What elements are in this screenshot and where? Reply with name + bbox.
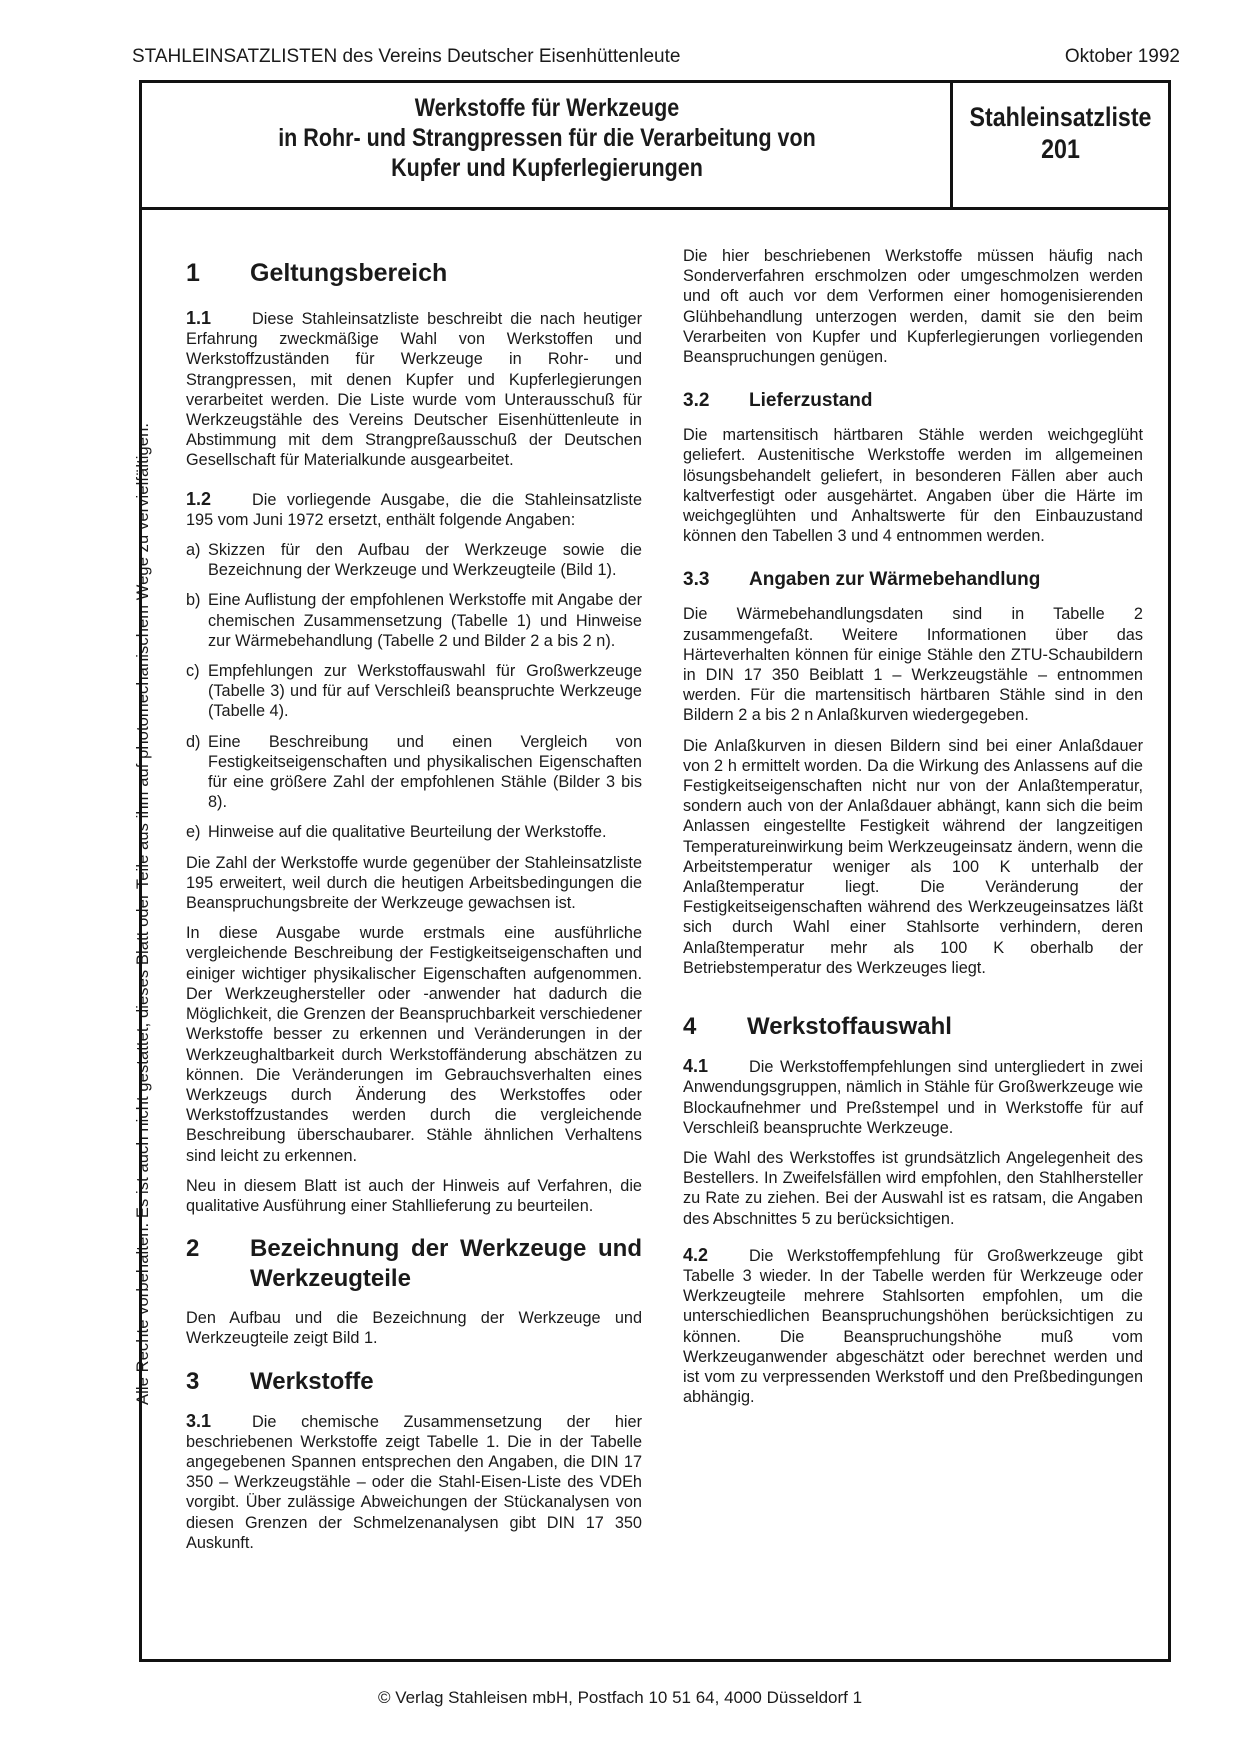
- list-item: [186, 540, 642, 580]
- paragraph-number: 4.2: [683, 1244, 709, 1265]
- section-number: 1: [186, 259, 200, 287]
- paragraph: Die Zahl der Werkstoffe wurde gegenüber der Stahleinsatzliste 195 erweitert, weil durch die heutigen Arbeitsbedingungen die Beanspruchungsbreite der Werkzeuge gewachsen ist.: [186, 853, 642, 913]
- subsection-number: 3.2: [683, 390, 710, 412]
- paragraph: Die hier beschriebenen Werkstoffe müssen häufig nach Sonderverfahren erschmolzen oder umgeschmolzen werden und oft auch vor dem Verformen einer homogenisierenden Glühbehandlung unterzogen werden, damit sie den beim Verarbeiten von Kupfer und Kupferlegierungen vorliegenden Beanspruchungen genügen.: [683, 247, 1143, 367]
- section-title: Werkstoffauswahl: [747, 1013, 952, 1041]
- paragraph-text: Diese Stahleinsatzliste beschreibt die nach heutiger Erfahrung zweckmäßige Wahl von Werkstoffen und Werkstoffzuständen für Werkzeuge in Rohr- und Strangpressen, mit denen Kupfer und Kupferlegierungen verarbeitet werden. Die Liste wurde vom Unterausschuß für Werkzeugstähle des Vereins Deutscher Eisenhüttenleute in Abstimmung mit dem Strangpreßausschuß der Deutschen Gesellschaft für Materialkunde ausgearbeitet.: [186, 310, 642, 470]
- paragraph-number: 4.1: [683, 1056, 709, 1077]
- subsection-3-2-heading: [683, 389, 1143, 413]
- paragraph-text: Die Werkstoffempfehlung für Großwerkzeuge gibt Tabelle 3 wieder. In der Tabelle werden für Werkzeuge oder Werkzeugteile mehrere Stahlsorten empfohlen, um die unterschiedlichen Beanspruchungshöhen berücksichtigen zu können. Die Beanspruchungshöhe muß vom Werkzeuganwender abgeschätzt oder berechnet werden und ist vom zu verpressenden Werkstoff und den Preßbedingungen abhängig.: [683, 1246, 1143, 1407]
- list-label: d): [186, 732, 201, 751]
- paragraph-4-2: [683, 1245, 1143, 1408]
- list-number: 201: [1041, 134, 1080, 164]
- series-title: STAHLEINSATZLISTEN des Vereins Deutscher Eisenhüttenleute: [132, 46, 681, 67]
- paragraph-3-1: [186, 1411, 642, 1553]
- section-3-heading: [186, 1367, 642, 1397]
- page-header: [132, 45, 1180, 69]
- paragraph-1-1: [186, 308, 642, 471]
- right-column: [683, 246, 1143, 1417]
- paragraph: Die Wahl des Werkstoffes ist grundsätzlich Angelegenheit des Bestellers. In Zweifelsfällen wird empfohlen, den Stahlhersteller zu Rate zu ziehen. Bei der Auswahl ist es ratsam, die Angaben des Abschnittes 5 zu berücksichtigen.: [683, 1148, 1143, 1228]
- paragraph: Die martensitisch härtbaren Stähle werden weichgeglüht geliefert. Austenitische Werkstoffe werden im allgemeinen lösungsbehandelt geliefert, in besonderen Fällen aber auch kaltverfestigt oder ausgehärtet. Angaben über die Härte im weichgeglühten und Anhaltswerte für den Einbauzustand können den Tabellen 3 und 4 entnommen werden.: [683, 426, 1143, 546]
- subsection-title: Lieferzustand: [749, 390, 873, 412]
- paragraph-number: 1.1: [186, 308, 212, 328]
- list-label: Stahleinsatzliste: [969, 102, 1152, 132]
- title-box: [142, 83, 1168, 210]
- list-text: Empfehlungen zur Werkstoffauswahl für Großwerkzeuge (Tabelle 3) und für auf Verschleiß beanspruchte Werkzeuge (Tabelle 4).: [208, 662, 642, 721]
- paragraph-text: Die chemische Zusammensetzung der hier beschriebenen Werkstoffe zeigt Tabelle 1. Die in der Tabelle angegebenen Spannen entsprechen den Angaben, die DIN 17 350 – Werkzeugstähle – oder die Stahl-Eisen-Liste des VDEh vorgibt. Über zulässige Abweichungen der Stückanalysen von diesen Grenzen der Schmelzenanalysen gibt DIN 17 350 Auskunft.: [186, 1412, 642, 1552]
- paragraph-text: Die vorliegende Ausgabe, die die Stahleinsatzliste 195 vom Juni 1972 ersetzt, enthält folgende Angaben:: [186, 490, 642, 529]
- paragraph-1-2: [186, 489, 642, 530]
- list-text: Hinweise auf die qualitative Beurteilung der Werkstoffe.: [208, 823, 607, 842]
- left-column: [186, 258, 642, 1563]
- document-title: [199, 93, 896, 183]
- section-4-heading: [683, 1012, 1143, 1042]
- list-number-box: [950, 83, 1168, 207]
- list-text: Eine Auflistung der empfohlenen Werkstoffe mit Angabe der chemischen Zusammensetzung (Tabelle 1) und Hinweise zur Wärmebehandlung (Tabelle 2 und Bilder 2 a bis 2 n).: [208, 591, 642, 650]
- list-label: e): [186, 823, 201, 842]
- list-label: a): [186, 541, 201, 560]
- section-title: Bezeichnung der Werkzeuge und Werkzeugteile: [250, 1235, 642, 1293]
- paragraph-number: 1.2: [186, 488, 212, 509]
- paragraph: Neu in diesem Blatt ist auch der Hinweis auf Verfahren, die qualitative Ausführung einer Stahllieferung zu beurteilen.: [186, 1176, 642, 1215]
- copyright-side-note: Alle Rechte vorbehalten. Es ist auch nicht gestattet, dieses Blatt oder Teile aus ihm auf photomechanischem Wege zu vervielfältigen.: [134, 422, 152, 1405]
- list-text: Eine Beschreibung und einen Vergleich von Festigkeitseigenschaften und physikalischen Eigenschaften für eine größere Zahl der empfohlenen Stähle (Bilder 3 bis 8).: [208, 732, 642, 812]
- title-line-1: Werkstoffe für Werkzeuge: [414, 94, 680, 122]
- paragraph: Den Aufbau und die Bezeichnung der Werkzeuge und Werkzeugteile zeigt Bild 1.: [186, 1309, 642, 1348]
- paragraph-text: Die Werkstoffempfehlungen sind untergliedert in zwei Anwendungsgruppen, nämlich in Stähle für Großwerkzeuge wie Blockaufnehmer und Preßstempel und in Werkstoffe für auf Verschleiß beanspruchte Werkzeuge.: [683, 1058, 1143, 1137]
- paragraph-4-1: [683, 1056, 1143, 1138]
- section-1-heading: [186, 258, 642, 288]
- list-item: [186, 732, 642, 813]
- title-line-2: in Rohr- und Strangpressen für die Verarbeitung von: [278, 124, 816, 152]
- list-item: [186, 590, 642, 651]
- list-item: [186, 661, 642, 722]
- paragraph: In diese Ausgabe wurde erstmals eine ausführliche vergleichende Beschreibung der Festigkeitseigenschaften und einiger wichtiger physikalischer Eigenschaften aufgenommen. Der Werkzeughersteller oder -anwender hat dadurch die Möglichkeit, die Grenzen der Beanspruchbarkeit verschiedener Werkstoffe besser zu erkennen und Veränderungen in der Werkzeughaltbarkeit durch Werkstoffänderung abschätzen zu können. Die Veränderungen im Gebrauchsverhalten eines Werkzeugs durch Änderung des Werkstoffes oder Werkstoffzustandes werden durch die vergleichende Beschreibung überschaubarer. Stähle ähnlichen Verhaltens sind leicht zu erkennen.: [186, 924, 642, 1165]
- section-number: 4: [683, 1013, 697, 1041]
- paragraph: Die Wärmebehandlungsdaten sind in Tabelle 2 zusammengefaßt. Weitere Informationen über das Härteverhalten können für einige Stähle den ZTU-Schaubildern in DIN 17 350 Beiblatt 1 – Werkzeugstähle – entnommen werden. Für die martensitisch härtbaren Stähle sind in den Bildern 2 a bis 2 n Anlaßkurven wiedergegeben.: [683, 605, 1143, 725]
- section-title: Geltungsbereich: [250, 259, 448, 287]
- section-title: Werkstoffe: [250, 1367, 374, 1395]
- publisher-footer: © Verlag Stahleisen mbH, Postfach 10 51 64, 4000 Düsseldorf 1: [377, 1688, 863, 1707]
- paragraph: Die Anlaßkurven in diesen Bildern sind bei einer Anlaßdauer von 2 h ermittelt worden. Da die Wirkung des Anlassens auf die Festigkeitseigenschaften nicht nur von der Anlaßtemperatur, sondern auch von der Anlaßdauer abhängt, kann sich die beim Anlassen eingestellte Festigkeit während der langzeitigen Temperatureinwirkung beim Werkzeugeinsatz ändern, wenn die Arbeitstemperatur weniger als 100 K unterhalb der Anlaßtemperatur liegt. Die Veränderung der Festigkeitseigenschaften während des Werkzeugeinsatzes läßt sich durch Wahl einer Stahlsorte verhindern, deren Anlaßtemperatur mehr als 100 K oberhalb der Betriebstemperatur des Werkzeuges liegt.: [683, 736, 1143, 977]
- section-2-heading: [186, 1234, 642, 1294]
- issue-date: Oktober 1992: [1064, 46, 1180, 67]
- section-number: 3: [186, 1367, 200, 1395]
- section-number: 2: [186, 1235, 200, 1263]
- list-label: c): [186, 662, 200, 681]
- list-text: Skizzen für den Aufbau der Werkzeuge sowie die Bezeichnung der Werkzeuge und Werkzeugteile (Bild 1).: [208, 541, 642, 580]
- list-item: [186, 822, 642, 842]
- subsection-number: 3.3: [683, 569, 710, 591]
- subsection-title: Angaben zur Wärmebehandlung: [749, 569, 1041, 591]
- subsection-3-3-heading: [683, 568, 1143, 592]
- paragraph-number: 3.1: [186, 1410, 212, 1431]
- title-line-3: Kupfer und Kupferlegierungen: [391, 154, 703, 182]
- list-label: b): [186, 591, 201, 610]
